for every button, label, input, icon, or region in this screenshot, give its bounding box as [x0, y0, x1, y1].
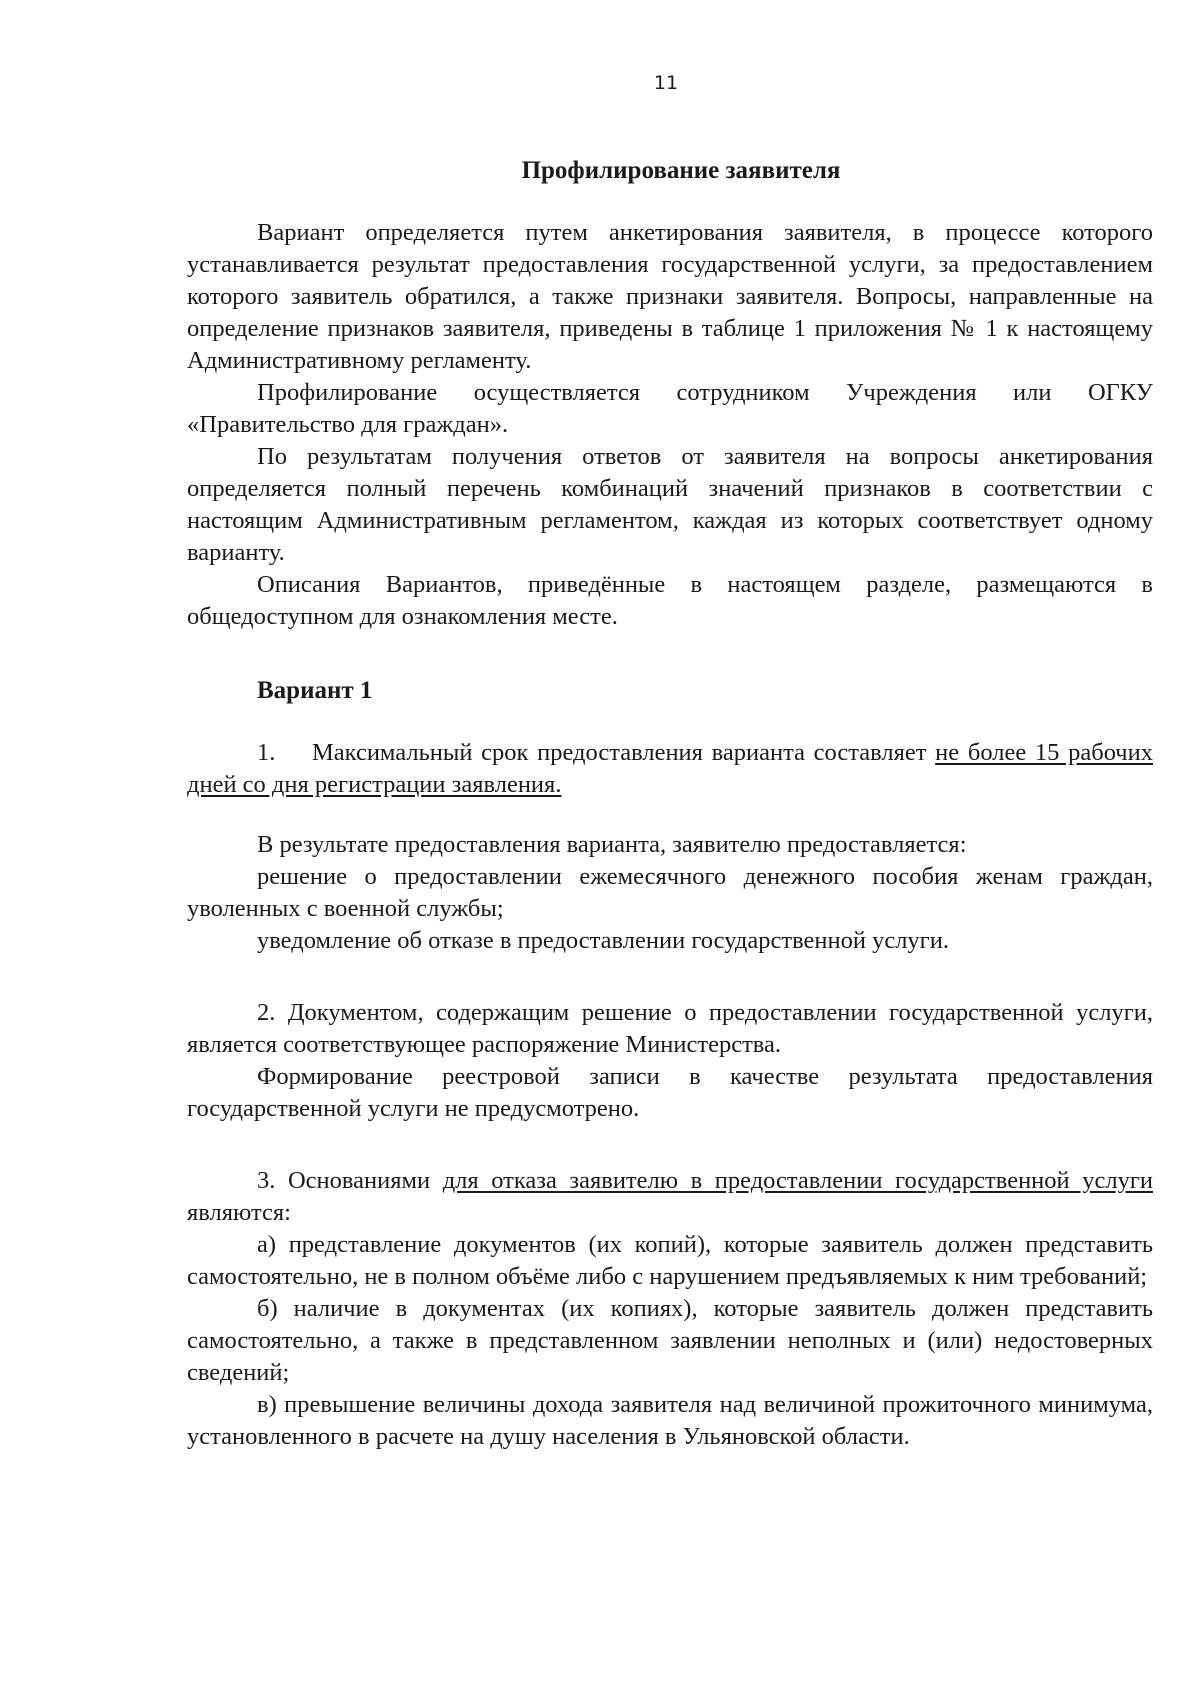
item-2-paragraph: 2. Документом, содержащим решение о предоставлении государственной услуги, является соответствующее распоряжение Министерства.	[187, 999, 1153, 1058]
result-paragraph: В результате предоставления варианта, заявителю предоставляется:	[257, 831, 967, 858]
item-3-subitem: б) наличие в документах (их копиях), которые заявитель должен представить самостоятельно, а также в представленном заявлении неполных и (или) недостоверных сведений;	[187, 1295, 1153, 1386]
item-2-paragraph: Формирование реестровой записи в качестве результата предоставления государственной услуги не предусмотрено.	[187, 1063, 1153, 1122]
item-1-paragraph	[187, 737, 1153, 801]
item-3-text-after: являются:	[187, 1199, 291, 1226]
intro-paragraph: Профилирование осуществляется сотрудником Учреждения или ОГКУ «Правительство для граждан».	[187, 379, 1153, 438]
document-body	[187, 155, 1153, 1453]
item-3-underlined: для отказа заявителю в предоставлении государственной услуги	[442, 1167, 1153, 1194]
item-1-underlined: не более 15 рабочих дней со дня регистрации заявления.	[187, 739, 1153, 798]
variant-title: Вариант 1	[257, 677, 373, 704]
intro-paragraph: По результатам получения ответов от заявителя на вопросы анкетирования определяется полный перечень комбинаций значений признаков в соответствии с настоящим Административным регламентом, каждая из которых соответствует одному варианту.	[187, 443, 1153, 566]
item-3-paragraph	[187, 1165, 1153, 1229]
item-1-number: 1.	[257, 739, 276, 766]
section-heading: Профилирование заявителя	[521, 157, 841, 184]
item-3-subitem: а) представление документов (их копий), которые заявитель должен представить самостоятельно, не в полном объёме либо с нарушением предъявляемых к ним требований;	[187, 1231, 1153, 1290]
intro-paragraph: Вариант определяется путем анкетирования заявителя, в процессе которого устанавливается результат предоставления государственной услуги, за предоставлением которого заявитель обратился, а также признаки заявителя. Вопросы, направленные на определение признаков заявителя, приведены в таблице 1 приложения № 1 к настоящему Административному регламенту.	[187, 219, 1153, 374]
result-paragraph: решение о предоставлении ежемесячного денежного пособия женам граждан, уволенных с военной службы;	[187, 863, 1153, 922]
result-paragraph: уведомление об отказе в предоставлении государственной услуги.	[257, 927, 949, 954]
intro-paragraph: Описания Вариантов, приведённые в настоящем разделе, размещаются в общедоступном для ознакомления месте.	[187, 571, 1153, 630]
item-3-text-before: 3. Основаниями	[257, 1167, 443, 1194]
item-3-subitem: в) превышение величины дохода заявителя над величиной прожиточного минимума, установленного в расчете на душу населения в Ульяновской области.	[187, 1391, 1153, 1450]
item-1-text: Максимальный срок предоставления варианта составляет	[312, 739, 936, 766]
page-number: 11	[653, 72, 679, 94]
